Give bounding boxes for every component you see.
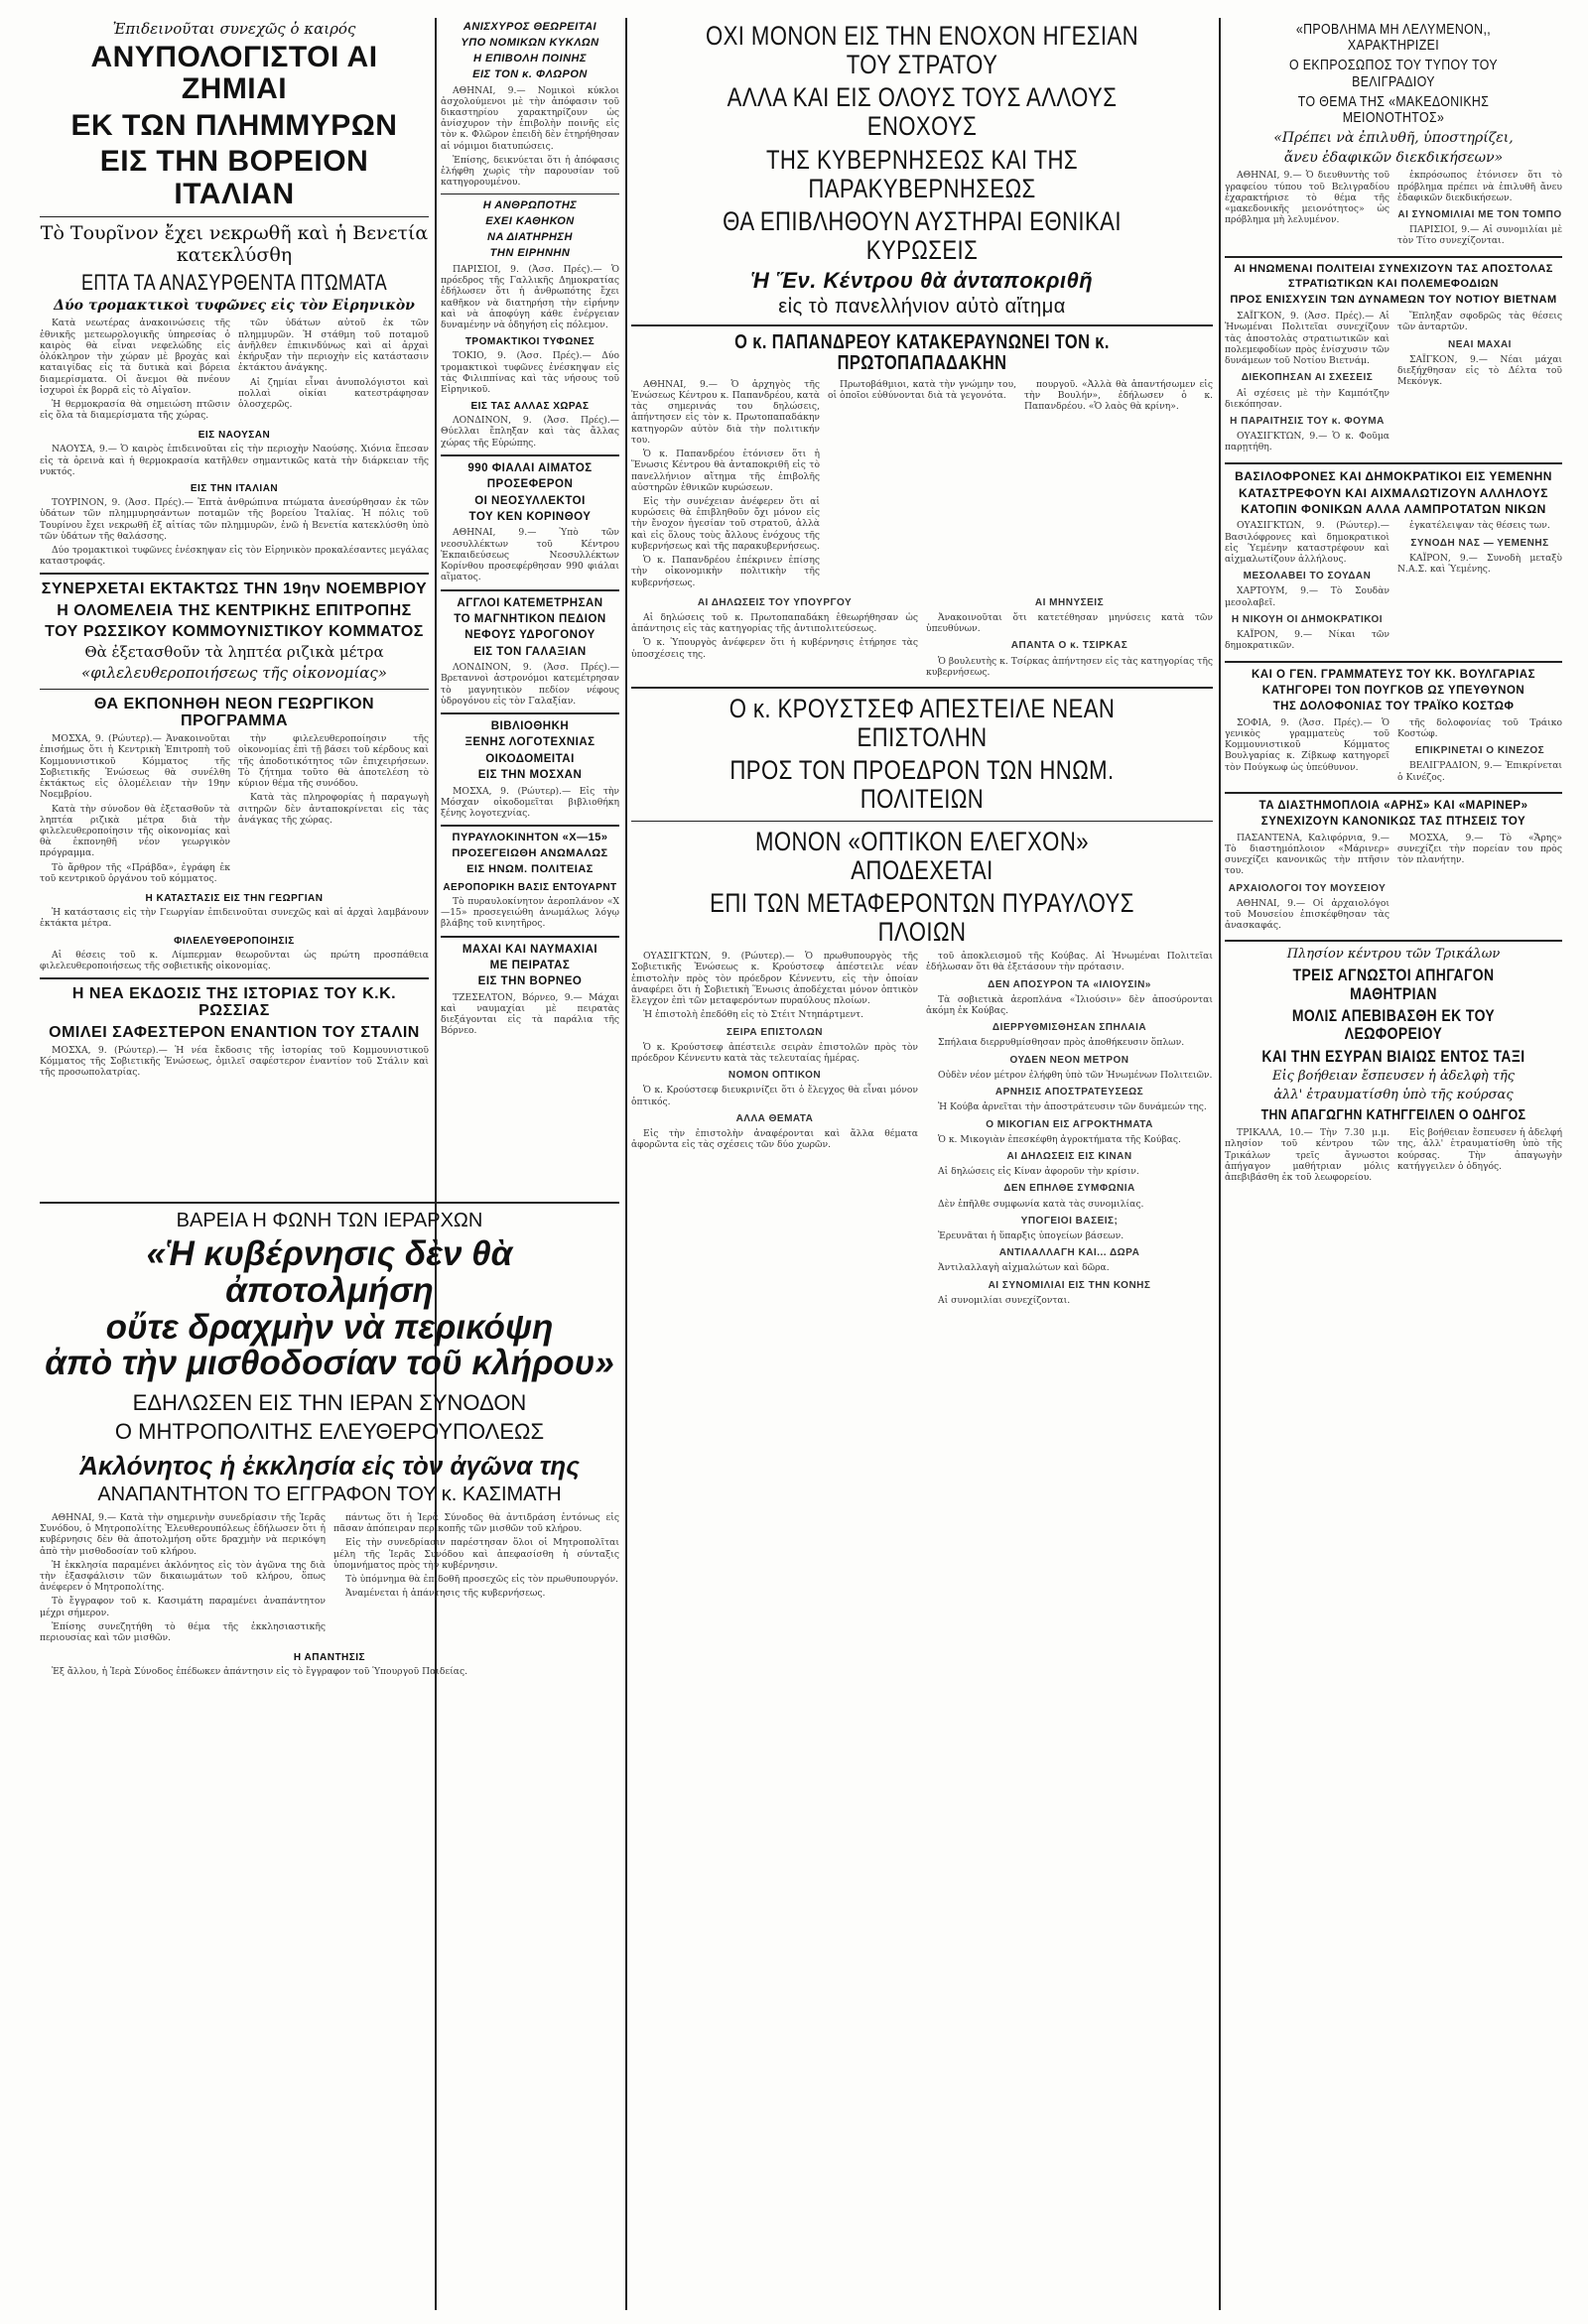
subheadline: Ο ΜΗΤΡΟΠΟΛΙΤΗΣ ΕΛΕΥΘΕΡΟΥΠΟΛΕΩΣ — [114, 1419, 545, 1445]
headline-line: ΚΑΙ ΤΗΝ ΕΣΥΡΑΝ ΒΙΑΙΩΣ ΕΝΤΟΣ ΤΑΞΙ — [1261, 1046, 1525, 1066]
headline-line: ΑΝΙΣΧΥΡΟΣ ΘΕΩΡΕΙΤΑΙ — [463, 21, 597, 33]
headline-line: Η ΟΛΟΜΕΛΕΙΑ ΤΗΣ ΚΕΝΤΡΙΚΗΣ ΕΠΙΤΡΟΠΗΣ — [57, 601, 412, 619]
subheadline: «Πρέπει νὰ ἐπιλυθῆ, ὑποστηρίζει, — [1273, 130, 1514, 147]
headline-line: ΕΠΙ ΤΩΝ ΜΕΤΑΦΕΡΟΝΤΩΝ ΠΥΡΑΥΛΟΥΣ ΠΛΟΙΩΝ — [710, 887, 1134, 948]
headline-line: ΤΗΝ ΕΙΡΗΝΗΝ — [489, 247, 571, 260]
section-dateline: ΤΡΟΜΑΚΤΙΚΟΙ ΤΥΦΩΝΕΣ — [464, 336, 596, 348]
headline-line: «Ἡ κυβέρνησις δὲν θὰ ἀποτολμήση — [146, 1234, 513, 1310]
section-dateline: ΑΡΝΗΣΙΣ ΑΠΟΣΤΡΑΤΕΥΣΕΩΣ — [994, 1087, 1144, 1098]
section-dateline: ΑΠΑΝΤΑ Ο κ. ΤΣΙΡΚΑΣ — [1010, 640, 1128, 652]
section-headline: ΘΑ ΕΚΠΟΝΗΘΗ ΝΕΟΝ ΓΕΩΡΓΙΚΟΝ ΠΡΟΓΡΑΜΜΑ — [93, 695, 375, 729]
section-dateline: ΑΕΡΟΠΟΡΙΚΗ ΒΑΣΙΣ ΕΝΤΟΥΑΡΝΤ — [443, 881, 617, 893]
headline-line: ΕΧΕΙ ΚΑΘΗΚΟΝ — [485, 215, 575, 228]
subheadline: ἀλλ' ἐτραυματίσθη ὑπὸ τῆς κούρσας — [1273, 1088, 1514, 1103]
column-rule — [1219, 18, 1221, 2310]
subheadline: εἰς τὸ πανελλήνιον αὐτὸ αἴτημα — [778, 296, 1066, 318]
section-dateline: ΣΥΝΟΔΗ ΝΑΣ — ΥΕΜΕΝΗΣ — [1410, 537, 1549, 549]
headline-line: Ο κ. ΚΡΟΥΣΤΣΕΦ ΑΠΕΣΤΕΙΛΕ ΝΕΑΝ ΕΠΙΣΤΟΛΗΝ — [728, 693, 1116, 753]
headline-line: ΕΙΣ ΤΗΝ ΒΟΡΕΙΟΝ ΙΤΑΛΙΑΝ — [99, 145, 369, 210]
subheadline: «φιλελευθεροποιήσεως τῆς οἰκονομίας» — [81, 664, 387, 683]
headline-line: ΚΑΤΗΓΟΡΕΙ ΤΟΝ ΠΟΥΓΚΟΒ ΩΣ ΥΠΕΥΘΥΝΟΝ — [1261, 684, 1525, 697]
banner-line: ΑΛΛΑ ΚΑΙ ΕΙΣ ΟΛΟΥΣ ΤΟΥΣ ΑΛΛΟΥΣ ΕΝΟΧΟΥΣ — [727, 82, 1118, 142]
section-dateline: ΑΙ ΣΥΝΟΜΙΛΙΑΙ ΜΕ ΤΟΝ ΤΟΜΠΟ — [1397, 208, 1562, 220]
headline-line: ΜΕ ΠΕΙΡΑΤΑΣ — [489, 960, 571, 971]
section-dateline: ΥΠΟΓΕΙΟΙ ΒΑΣΕΙΣ; — [1020, 1215, 1119, 1227]
banner-line: ΤΗΣ ΚΥΒΕΡΝΗΣΕΩΣ ΚΑΙ ΤΗΣ ΠΑΡΑΚΥΒΕΡΝΗΣΕΩΣ — [765, 144, 1079, 203]
headline-line: οὔτε δραχμὴν νὰ περικόψη — [105, 1307, 554, 1347]
column-1: Ἐπιδεινοῦται συνεχῶς ὁ καιρός ΑΝΥΠΟΛΟΓΙΣΤΟΙ ΑΙ ΖΗΜΙΑΙ ΕΚ ΤΩΝ ΠΛΗΜΜΥΡΩΝ ΕΙΣ ΤΗΝ ΒΟΡΕΙΟΝ ΙΤΑΛΙΑΝ Τὸ Τουρῖνον ἔχει νεκρωθῆ καὶ ἡ Βενετία κατεκλύσθη ΕΠΤΑ ΤΑ ΑΝΑΣΥΡΘΕΝΤΑ ΠΤΩΜΑΤΑ Δύο τρομακτικοὶ τυφῶνες εἰς τὸν Εἰρηνικὸν Κατὰ νεωτέρας ἀνακοινώσεις τῆς ἐθνικῆς μετεωρολογικῆς ὑπηρεσίας ὁ καιρὸς θὰ εἶναι νεφελώδης εἰς ὁλόκληρον τὴν χώραν μὲ βροχὰς καὶ καταιγίδας εἰς τὰ δυτικὰ καὶ βόρεια διαμερίσματα. Οἱ ἄνεμοι θὰ πνέουν ἰσχυροὶ ἐκ βορρᾶ εἰς τὸ Αἰγαῖον. Ἡ θερμοκρασία θὰ σημειώση πτῶσιν εἰς ὅλα τὰ διαμερίσματα τῆς χώρας. τῶν ὑδάτων αὐτοῦ ἐκ τῶν πλημμυρῶν. Ἡ στάθμη τοῦ ποταμοῦ ἀνῆλθεν ἐπικινδύνως καὶ αἱ ἀρχαὶ ἐκήρυξαν τὴν περιοχὴν εἰς κατάστασιν ἐκτάκτου ἀνάγκης. Αἱ ζημίαι εἶναι ἀνυπολόγιστοι καὶ πολλαὶ οἰκίαι κατεστράφησαν ὁλοσχερῶς. ΕΙΣ ΝΑΟΥΣΑΝ ΝΑΟΥΣΑ, 9.— Ὁ καιρὸς ἐπιδεινοῦται εἰς τὴν περιοχὴν Ναούσης. Χιόνια ἔπεσαν εἰς τὰ ὀρεινὰ καὶ ἡ θερμοκρασία κατῆλθεν σημαντικῶς κατὰ τὴν διάρκειαν τῆς νυκτός. ΕΙΣ ΤΗΝ ΙΤΑΛΙΑΝ ΤΟΥΡΙΝΟΝ, 9. (Ἀσσ. Πρές).— Ἐπτὰ ἀνθρώπινα πτώματα ἀνεσύρθησαν ἐκ τῶν ὑδάτων τῶν πλημμυρησάντων ποταμῶν τῆς βορείου Ἰταλίας. Ἡ πόλις τοῦ Τουρίνου ἔχει νεκρωθῆ ἐξ αἰτίας τῶν πλημμυρῶν, ἐνῶ ἡ Βενετία κατεκλύσθη ὑπὸ τῶν ὑδάτων τῆς θαλάσσης. Δύο τρομακτικοὶ τυφῶνες ἐνέσκηψαν εἰς τὸν Εἰρηνικὸν προκαλέσαντες μεγάλας καταστροφάς. ΣΥΝΕΡΧΕΤΑΙ ΕΚΤΑΚΤΩΣ ΤΗΝ 19ην ΝΟΕΜΒΡΙΟΥ Η ΟΛΟΜΕΛΕΙΑ ΤΗΣ ΚΕΝΤΡΙΚΗΣ ΕΠΙΤΡΟΠΗΣ ΤΟΥ ΡΩΣΣΙΚΟΥ ΚΟΜΜΟΥΝΙΣΤΙΚΟΥ ΚΟΜΜΑΤΟΣ Θὰ ἐξετασθοῦν τὰ ληπτέα ριζικὰ μέτρα «φιλελευθεροποιήσεως τῆς οἰκονομίας» ΘΑ ΕΚΠΟΝΗΘΗ ΝΕΟΝ ΓΕΩΡΓΙΚΟΝ ΠΡΟΓΡΑΜΜΑ ΜΟΣΧΑ, 9. (Ρώυτερ).— Ἀνακοινοῦται ἐπισήμως ὅτι ἡ Κεντρικὴ Ἐπιτροπὴ τοῦ Κομμουνιστικοῦ Κόμματος τῆς Σοβιετικῆς Ἑνώσεως θὰ συνέλθη ἐκτάκτως εἰς ὁλομέλειαν τὴν 19ην Νοεμβρίου. Κατὰ τὴν σύνοδον θὰ ἐξετασθοῦν τὰ ληπτέα ριζικὰ μέτρα διὰ τὴν φιλελευθεροποίησιν τῆς οἰκονομίας καὶ θὰ ἐκπονηθῆ νέον γεωργικὸν πρόγραμμα. Τὸ ἄρθρον τῆς «Πράβδα», ἐγράφη ἐκ τοῦ κεντρικοῦ ὀργάνου τοῦ κόμματος. τὴν φιλελευθεροποίησιν τῆς οἰκονομίας ἐπὶ τῇ βάσει τοῦ κέρδους καὶ τῆς ἀποδοτικότητος τῶν ἐπιχειρήσεων. Τὸ ζήτημα τοῦτο θὰ ἀποτελέση τὸ κύριον θέμα τῆς συνόδου. Κατὰ τὰς πληροφορίας ἡ παραγωγὴ σιτηρῶν δὲν ἀνταποκρίνεται εἰς τὰς ἀνάγκας τῆς χώρας. Η ΚΑΤΑΣΤΑΣΙΣ ΕΙΣ ΤΗΝ ΓΕΩΡΓΙΑΝ Ἡ κατάστασις εἰς τὴν Γεωργίαν ἐπιδεινοῦται συνεχῶς καὶ αἱ ἀρχαὶ λαμβάνουν ἐκτάκτα μέτρα. ΦΙΛΕΛΕΥΘΕΡΟΠΟΙΗΣΙΣ Αἱ θέσεις τοῦ κ. Λίμπερμαν θεωροῦνται ὡς πρώτη προσπάθεια φιλελευθεροποιήσεως τῆς σοβιετικῆς οἰκονομίας. Η ΝΕΑ ΕΚΔΟΣΙΣ ΤΗΣ ΙΣΤΟΡΙΑΣ ΤΟΥ Κ.Κ. ΡΩΣΣΙΑΣ ΟΜΙΛΕΙ ΣΑΦΕΣΤΕΡΟΝ ΕΝΑΝΤΙΟΝ ΤΟΥ ΣΤΑΛΙΝ ΜΟΣΧΑ, 9. (Ρώυτερ).— Ἡ νέα ἔκδοσις τῆς ἱστορίας τοῦ Κομμουνιστικοῦ Κόμματος τῆς Σοβιετικῆς Ἑνώσεως, ὁμιλεῖ σαφέστερον ἐναντίον τοῦ Στάλιν καὶ τῆς προσωπολατρίας. — [40, 20, 429, 1079]
headline-line: 990 ΦΙΑΛΑΙ ΑΙΜΑΤΟΣ — [467, 461, 593, 474]
kicker: ΒΑΡΕΙΑ Η ΦΩΝΗ ΤΩΝ ΙΕΡΑΡΧΩΝ — [176, 1210, 483, 1231]
section-dateline: Η ΠΑΡΑΙΤΗΣΙΣ ΤΟΥ κ. ΦΟΥΜΑ — [1230, 415, 1385, 427]
headline-line: ΜΟΛΙΣ ΑΠΕΒΙΒΑΣΘΗ ΕΚ ΤΟΥ ΛΕΩΦΟΡΕΙΟΥ — [1291, 1006, 1496, 1044]
headline-line: ΚΑΤΑΣΤΡΕΦΟΥΝ ΚΑΙ ΑΙΧΜΑΛΩΤΙΖΟΥΝ ΑΛΛΗΛΟΥΣ — [1239, 485, 1548, 500]
headline-line: ΟΙΚΟΔΟΜΕΙΤΑΙ — [485, 752, 575, 765]
headline-line: ΣΥΝΕΧΙΖΟΥΝ ΚΑΝΟΝΙΚΩΣ ΤΑΣ ΠΤΗΣΕΙΣ ΤΟΥ — [1260, 816, 1526, 829]
headline-line: Ο ΕΚΠΡΟΣΩΠΟΣ ΤΟΥ ΤΥΠΟΥ ΤΟΥ ΒΕΛΙΓΡΑΔΙΟΥ — [1288, 57, 1498, 90]
banner-line: ΘΑ ΕΠΙΒΛΗΘΟΥΝ ΑΥΣΤΗΡΑΙ ΕΘΝΙΚΑΙ ΚΥΡΩΣΕΙΣ — [723, 205, 1122, 266]
subheadline: Θὰ ἐξετασθοῦν τὰ ληπτέα ριζικὰ μέτρα — [84, 643, 384, 662]
section-dateline: ΜΕΣΟΛΑΒΕΙ ΤΟ ΣΟΥΔΑΝ — [1243, 571, 1372, 582]
headline-line: ΑΓΓΛΟΙ ΚΑΤΕΜΕΤΡΗΣΑΝ — [457, 596, 603, 609]
subheadline: Ἀκλόνητος ἡ ἐκκλησία εἰς τὸν ἀγῶνα της — [79, 1450, 580, 1481]
subheadline: ΑΝΑΠΑΝΤΗΤΟΝ ΤΟ ΕΓΓΡΑΦΟΝ ΤΟΥ κ. ΚΑΣΙΜΑΤΗ — [97, 1483, 562, 1505]
headline-line: ΑΙ ΗΝΩΜΕΝΑΙ ΠΟΛΙΤΕΙΑΙ ΣΥΝΕΧΙΖΟΥΝ ΤΑΣ ΑΠΟΣΤΟΛΑΣ — [1234, 262, 1553, 275]
headline-line: ΣΥΝΕΡΧΕΤΑΙ ΕΚΤΑΚΤΩΣ ΤΗΝ 19ην ΝΟΕΜΒΡΙΟΥ — [41, 581, 428, 598]
section-dateline: ΑΙ ΔΗΛΩΣΕΙΣ ΤΟΥ ΥΠΟΥΡΓΟΥ — [697, 596, 853, 608]
headline-line: ΞΕΝΗΣ ΛΟΓΟΤΕΧΝΙΑΣ — [464, 736, 596, 749]
headline-line: ΤΟΥ ΚΕΝ ΚΟΡΙΝΘΟΥ — [468, 511, 592, 524]
headline-line: ΟΙ ΝΕΟΣΥΛΛΕΚΤΟΙ — [474, 494, 586, 507]
subheadline: ΕΠΤΑ ΤΑ ΑΝΑΣΥΡΘΕΝΤΑ ΠΤΩΜΑΤΑ — [80, 269, 388, 295]
section-dateline: ΔΙΕΚΟΠΗΣΑΝ ΑΙ ΣΧΕΣΕΙΣ — [1241, 372, 1374, 384]
column-rule — [625, 18, 627, 2310]
headline-line: Η ΕΠΙΒΟΛΗ ΠΟΙΝΗΣ — [472, 52, 587, 65]
kicker: Ἐπιδεινοῦται συνεχῶς ὁ καιρός — [112, 20, 356, 38]
section-dateline: ΑΡΧΑΙΟΛΟΓΟΙ ΤΟΥ ΜΟΥΣΕΙΟΥ — [1228, 882, 1387, 894]
headline-line: «ΠΡΟΒΛΗΜΑ ΜΗ ΛΕΛΥΜΕΝΟΝ,, ΧΑΡΑΚΤΗΡΙΖΕΙ — [1295, 21, 1492, 55]
section-dateline: ΣΕΙΡΑ ΕΠΙΣΤΟΛΩΝ — [727, 1026, 823, 1038]
headline-line: ΚΑΤΟΠΙΝ ΦΟΝΙΚΩΝ ΑΛΛΑ ΛΑΜΠΡΟΤΑΤΩΝ ΝΙΚΩΝ — [1241, 502, 1546, 517]
headline-line: ΝΕΦΟΥΣ ΥΔΡΟΓΟΝΟΥ — [464, 629, 596, 642]
headline-line: ΟΜΙΛΕΙ ΣΑΦΕΣΤΕΡΟΝ ΕΝΑΝΤΙΟΝ ΤΟΥ ΣΤΑΛΙΝ — [49, 1023, 420, 1041]
section-dateline: Η ΝΙΚΟΥΗ ΟΙ ΔΗΜΟΚΡΑΤΙΚΟΙ — [1231, 613, 1384, 625]
headline-line: ΕΙΣ ΤΗΝ ΒΟΡΝΕΟ — [477, 975, 583, 988]
headline-line: ΠΡΟΣ ΤΟΝ ΠΡΟΕΔΡΟΝ ΤΩΝ ΗΝΩΜ. ΠΟΛΙΤΕΙΩΝ — [729, 755, 1115, 815]
headline-line: ΕΙΣ ΤΟΝ ΓΑΛΑΞΙΑΝ — [473, 645, 587, 658]
section-dateline: ΑΛΛΑ ΘΕΜΑΤΑ — [735, 1112, 814, 1124]
section-dateline: ΕΠΙΚΡΙΝΕΤΑΙ Ο ΚΙΝΕΖΟΣ — [1414, 745, 1545, 757]
headline-line: ΕΙΣ ΤΗΝ ΜΟΣΧΑΝ — [477, 769, 583, 782]
headline-line: ΜΟΝΟΝ «ΟΠΤΙΚΟΝ ΕΛΕΓΧΟΝ» ΑΠΟΔΕΧΕΤΑΙ — [755, 826, 1089, 885]
headline-line: ΕΙΣ ΤΟΝ κ. ΦΛΩΡΟΝ — [472, 67, 588, 80]
headline-line: ΒΑΣΙΛΟΦΡΟΝΕΣ ΚΑΙ ΔΗΜΟΚΡΑΤΙΚΟΙ ΕΙΣ ΥΕΜΕΝΗΝ — [1235, 468, 1552, 483]
section-headline: Ο κ. ΠΑΠΑΝΔΡΕΟΥ ΚΑΤΑΚΕΡΑΥΝΩΝΕΙ ΤΟΝ κ. ΠΡΩΤΟΠΑΠΑΔΑΚΗΝ — [734, 330, 1110, 375]
headline-line: ΠΡΟΣΕΦΕΡΟΝ — [486, 478, 574, 491]
headline-line: ΣΤΡΑΤΙΩΤΙΚΩΝ ΚΑΙ ΠΟΛΕΜΕΦΟΔΙΩΝ — [1288, 278, 1499, 291]
headline-line: ΠΡΟΣΕΓΕΙΩΘΗ ΑΝΩΜΑΛΩΣ — [452, 847, 608, 860]
section-dateline: ΑΙ ΣΥΝΟΜΙΛΙΑΙ ΕΙΣ ΤΗΝ ΚΟΝΗΣ — [988, 1279, 1151, 1291]
section-dateline: ΑΙ ΜΗΝΥΣΕΙΣ — [1034, 596, 1105, 608]
banner-line: ΟΧΙ ΜΟΝΟΝ ΕΙΣ ΤΗΝ ΕΝΟΧΟΝ ΗΓΕΣΙΑΝ ΤΟΥ ΣΤΡΑΤΟΥ — [705, 21, 1139, 80]
section-dateline: ΔΕΝ ΑΠΟΣΥΡΟΝ ΤΑ «ΙΛΙΟΥΣΙΝ» — [988, 978, 1151, 990]
section-dateline: ΔΙΕΡΡΥΘΜΙΣΘΗΣΑΝ ΣΠΗΛΑΙΑ — [992, 1022, 1147, 1034]
column-2: ΑΝΙΣΧΥΡΟΣ ΘΕΩΡΕΙΤΑΙ ΥΠΟ ΝΟΜΙΚΩΝ ΚΥΚΛΩΝ Η ΕΠΙΒΟΛΗ ΠΟΙΝΗΣ ΕΙΣ ΤΟΝ κ. ΦΛΩΡΟΝ ΑΘΗΝΑΙ, 9.— Νομικοὶ κύκλοι ἀσχολούμενοι μὲ τὴν ἀπόφασιν τοῦ δικαστηρίου χαρακτηρίζουν ὡς ἀνίσχυρον τὴν ἐπιβολὴν ποινῆς εἰς τὸν κ. Φλῶρον ἐπειδὴ δὲν ἐτηρήθησαν αἱ νόμιμοι διατυπώσεις. Ἐπίσης, δεικνύεται ὅτι ἡ ἀπόφασις ἐλήφθη χωρὶς τὴν παρουσίαν τοῦ κατηγορουμένου. Η ΑΝΘΡΩΠΟΤΗΣ ΕΧΕΙ ΚΑΘΗΚΟΝ ΝΑ ΔΙΑΤΗΡΗΣΗ ΤΗΝ ΕΙΡΗΝΗΝ ΠΑΡΙΣΙΟΙ, 9. (Ἀσσ. Πρές).— Ὁ πρόεδρος τῆς Γαλλικῆς Δημοκρατίας ἐδήλωσεν ὅτι ἡ ἀνθρωπότης ἔχει καθῆκον νὰ διατηρήση τὴν εἰρήνην καὶ νὰ ἀποφύγη κάθε ἐνέργειαν δυναμένην νὰ ὁδηγήση εἰς πόλεμον. ΤΡΟΜΑΚΤΙΚΟΙ ΤΥΦΩΝΕΣ ΤΟΚΙΟ, 9. (Ἀσσ. Πρές).— Δύο τρομακτικοὶ τυφῶνες ἐνέσκηψαν εἰς τὰς Φιλιππίνας καὶ τὰς νήσους τοῦ Εἰρηνικοῦ. ΕΙΣ ΤΑΣ ΑΛΛΑΣ ΧΩΡΑΣ ΛΟΝΔΙΝΟΝ, 9. (Ἀσσ. Πρές).— Θύελλαι ἔπληξαν καὶ τὰς ἄλλας χώρας τῆς Εὐρώπης. 990 ΦΙΑΛΑΙ ΑΙΜΑΤΟΣ ΠΡΟΣΕΦΕΡΟΝ ΟΙ ΝΕΟΣΥΛΛΕΚΤΟΙ ΤΟΥ ΚΕΝ ΚΟΡΙΝΘΟΥ ΑΘΗΝΑΙ, 9.— Ὑπὸ τῶν νεοσυλλέκτων τοῦ Κέντρου Ἐκπαιδεύσεως Νεοσυλλέκτων Κορίνθου προσεφέρθησαν 990 φιάλαι αἵματος. ΑΓΓΛΟΙ ΚΑΤΕΜΕΤΡΗΣΑΝ ΤΟ ΜΑΓΝΗΤΙΚΟΝ ΠΕΔΙΟΝ ΝΕΦΟΥΣ ΥΔΡΟΓΟΝΟΥ ΕΙΣ ΤΟΝ ΓΑΛΑΞΙΑΝ ΛΟΝΔΙΝΟΝ, 9. (Ἀσσ. Πρές).— Βρεταννοὶ ἀστρονόμοι κατεμέτρησαν τὸ μαγνητικὸν πεδίον νέφους ὑδρογόνου εἰς τὸν Γαλαξίαν. ΒΙΒΛΙΟΘΗΚΗ ΞΕΝΗΣ ΛΟΓΟΤΕΧΝΙΑΣ ΟΙΚΟΔΟΜΕΙΤΑΙ ΕΙΣ ΤΗΝ ΜΟΣΧΑΝ ΜΟΣΧΑ, 9. (Ρώυτερ).— Εἰς τὴν Μόσχαν οἰκοδομεῖται βιβλιοθήκη ξένης λογοτεχνίας. ΠΥΡΑΥΛΟΚΙΝΗΤΟΝ «Χ—15» ΠΡΟΣΕΓΕΙΩΘΗ ΑΝΩΜΑΛΩΣ ΕΙΣ ΗΝΩΜ. ΠΟΛΙΤΕΙΑΣ ΑΕΡΟΠΟΡΙΚΗ ΒΑΣΙΣ ΕΝΤΟΥΑΡΝΤ Τὸ πυραυλοκίνητον ἀεροπλάνον «Χ—15» προσεγειώθη ἀνωμάλως λόγῳ βλάβης τοῦ κινητῆρος. ΜΑΧΑΙ ΚΑΙ ΝΑΥΜΑΧΙΑΙ ΜΕ ΠΕΙΡΑΤΑΣ ΕΙΣ ΤΗΝ ΒΟΡΝΕΟ ΤΖΕΣΕΛΤΟΝ, Βόρνεο, 9.— Μάχαι καὶ ναυμαχίαι μὲ πειρατὰς διεξάγονται εἰς τὰ παράλια τῆς Βόρνεο. — [441, 21, 619, 1037]
section-headline: ΤΗΝ ΑΠΑΓΩΓΗΝ ΚΑΤΗΓΓΕΙΛΕΝ Ο ΟΔΗΓΟΣ — [1260, 1105, 1526, 1123]
section-dateline: Ο ΜΙΚΟΓΙΑΝ ΕΙΣ ΑΓΡΟΚΤΗΜΑΤΑ — [986, 1118, 1153, 1130]
headline-line: ΤΗΣ ΔΟΛΟΦΟΝΙΑΣ ΤΟΥ ΤΡΑΪΚΟ ΚΟΣΤΩΦ — [1272, 701, 1515, 713]
headline-line: ΤΟ ΘΕΜΑ ΤΗΣ «ΜΑΚΕΔΟΝΙΚΗΣ ΜΕΙΟΝΟΤΗΤΟΣ» — [1297, 92, 1490, 126]
subheadline: Τὸ Τουρῖνον ἔχει νεκρωθῆ καὶ ἡ Βενετία κατεκλύσθη — [40, 221, 429, 266]
section-dateline: ΝΕΑΙ ΜΑΧΑΙ — [1448, 338, 1512, 350]
section-dateline: ΕΙΣ ΝΑΟΥΣΑΝ — [198, 430, 271, 442]
section-dateline: Η ΚΑΤΑΣΤΑΣΙΣ ΕΙΣ ΤΗΝ ΓΕΩΡΓΙΑΝ — [145, 893, 324, 905]
columns-3-4: ΟΧΙ ΜΟΝΟΝ ΕΙΣ ΤΗΝ ΕΝΟΧΟΝ ΗΓΕΣΙΑΝ ΤΟΥ ΣΤΡΑΤΟΥ ΑΛΛΑ ΚΑΙ ΕΙΣ ΟΛΟΥΣ ΤΟΥΣ ΑΛΛΟΥΣ ΕΝΟΧΟΥΣ ΤΗΣ ΚΥΒΕΡΝΗΣΕΩΣ ΚΑΙ ΤΗΣ ΠΑΡΑΚΥΒΕΡΝΗΣΕΩΣ ΘΑ ΕΠΙΒΛΗΘΟΥΝ ΑΥΣΤΗΡΑΙ ΕΘΝΙΚΑΙ ΚΥΡΩΣΕΙΣ Ἡ Ἕν. Κέντρου θὰ ἀνταποκριθῆ εἰς τὸ πανελλήνιον αὐτὸ αἴτημα Ο κ. ΠΑΠΑΝΔΡΕΟΥ ΚΑΤΑΚΕΡΑΥΝΩΝΕΙ ΤΟΝ κ. ΠΡΩΤΟΠΑΠΑΔΑΚΗΝ ΑΘΗΝΑΙ, 9.— Ὁ ἀρχηγὸς τῆς Ἑνώσεως Κέντρου κ. Παπανδρέου, κατὰ τὰς σημερινάς του δηλώσεις, ἀπήντησεν εἰς τὸν κ. Πρωτοπαπαδάκην κατηγορῶν αὐτὸν διὰ τὴν πολιτικήν του. Ὁ κ. Παπανδρέου ἐτόνισεν ὅτι ἡ Ἕνωσις Κέντρου θὰ ἀνταποκριθῆ εἰς τὸ πανελλήνιον αἴτημα τῆς ἐπιβολῆς αὐστηρῶν ἐθνικῶν κυρώσεων. Εἰς τὴν συνέχειαν ἀνέφερεν ὅτι αἱ κυρώσεις θὰ ἐπιβληθοῦν ὄχι μόνον εἰς τὴν ἔνοχον ἡγεσίαν τοῦ στρατοῦ, ἀλλὰ καὶ εἰς ὅλους τοὺς ἄλλους ἐνόχους τῆς κυβερνήσεως καὶ τῆς παρακυβερνήσεως. Ὁ κ. Παπανδρέου ἐπέκρινεν ἐπίσης τὴν οἰκονομικὴν πολιτικὴν τῆς κυβερνήσεως. Πρωτοβάθμιοι, κατὰ τὴν γνώμην του, οἱ ὁποῖοι εὐθύνονται διὰ τὰ γεγονότα. πουργοῦ. «Ἀλλὰ θὰ ἀπαντήσωμεν εἰς τὴν Βουλήν», ἐδήλωσεν ὁ κ. Παπανδρέου. «Ὁ λαὸς θὰ κρίνη». ΑΙ ΔΗΛΩΣΕΙΣ ΤΟΥ ΥΠΟΥΡΓΟΥ Αἱ δηλώσεις τοῦ κ. Πρωτοπαπαδάκη ἐθεωρήθησαν ὡς ἀπάντησις εἰς τὰς κατηγορίας τῆς ἀντιπολιτεύσεως. Ὁ κ. Ὑπουργὸς ἀνέφερεν ὅτι ἡ κυβέρνησις ἐτήρησε τὰς ὑποσχέσεις της. ΑΙ ΜΗΝΥΣΕΙΣ Ἀνακοινοῦται ὅτι κατετέθησαν μηνύσεις κατὰ τῶν ὑπευθύνων. ΑΠΑΝΤΑ Ο κ. ΤΣΙΡΚΑΣ Ὁ βουλευτὴς κ. Τσίρκας ἀπήντησεν εἰς τὰς κατηγορίας τῆς κυβερνήσεως. Ο κ. ΚΡΟΥΣΤΣΕΦ ΑΠΕΣΤΕΙΛΕ ΝΕΑΝ ΕΠΙΣΤΟΛΗΝ ΠΡΟΣ ΤΟΝ ΠΡΟΕΔΡΟΝ ΤΩΝ ΗΝΩΜ. ΠΟΛΙΤΕΙΩΝ ΜΟΝΟΝ «ΟΠΤΙΚΟΝ ΕΛΕΓΧΟΝ» ΑΠΟΔΕΧΕΤΑΙ ΕΠΙ ΤΩΝ ΜΕΤΑΦΕΡΟΝΤΩΝ ΠΥΡΑΥΛΟΥΣ ΠΛΟΙΩΝ ΟΥΑΣΙΓΚΤΩΝ, 9. (Ρώυτερ).— Ὁ πρωθυπουργὸς τῆς Σοβιετικῆς Ἑνώσεως κ. Κρούστσεφ ἀπέστειλε νέαν ἐπιστολὴν πρὸς τὸν πρόεδρον Κέννεντυ, εἰς τὴν ὁποίαν ἀναφέρει ὅτι ἡ Σοβιετικὴ Ἕνωσις ἀποδέχεται μόνον ὀπτικὸν ἔλεγχον ἐπὶ τῶν μεταφερόντων πυραύλους πλοίων. Ἡ ἐπιστολὴ ἐπεδόθη εἰς τὸ Στέιτ Ντηπάρτμεντ. ΣΕΙΡΑ ΕΠΙΣΤΟΛΩΝ Ὁ κ. Κρούστσεφ ἀπέστειλε σειρὰν ἐπιστολῶν πρὸς τὸν πρόεδρον Κέννεντυ κατὰ τὰς τελευταίας ἡμέρας. ΝΟΜΟΝ ΟΠΤΙΚΟΝ Ὁ κ. Κρούστσεφ διευκρινίζει ὅτι ὁ ἔλεγχος θὰ εἶναι μόνον ὀπτικός. ΑΛΛΑ ΘΕΜΑΤΑ Εἰς τὴν ἐπιστολὴν ἀναφέρονται καὶ ἄλλα θέματα ἀφορῶντα εἰς τὰς σχέσεις τῶν δύο χωρῶν. τοῦ ἀποκλεισμοῦ τῆς Κούβας. Αἱ Ἡνωμέναι Πολιτεῖαι ἐδήλωσαν ὅτι θὰ ἐξετάσουν τὴν πρότασιν. ΔΕΝ ΑΠΟΣΥΡΟΝ ΤΑ «ΙΛΙΟΥΣΙΝ» Τὰ σοβιετικὰ ἀεροπλάνα «Ἰλιούσιν» δὲν ἀποσύρονται ἀκόμη ἐκ Κούβας. ΔΙΕΡΡΥΘΜΙΣΘΗΣΑΝ ΣΠΗΛΑΙΑ Σπήλαια διερρυθμίσθησαν πρὸς ἀποθήκευσιν ὅπλων. ΟΥΔΕΝ ΝΕΟΝ ΜΕΤΡΟΝ Οὐδὲν νέον μέτρον ἐλήφθη ὑπὸ τῶν Ἡνωμένων Πολιτειῶν. ΑΡΝΗΣΙΣ ΑΠΟΣΤΡΑΤΕΥΣΕΩΣ Ἡ Κούβα ἀρνεῖται τὴν ἀποστράτευσιν τῶν δυνάμεών της. Ο ΜΙΚΟΓΙΑΝ ΕΙΣ ΑΓΡΟΚΤΗΜΑΤΑ Ὁ κ. Μικογιὰν ἐπεσκέφθη ἀγροκτήματα τῆς Κούβας. ΑΙ ΔΗΛΩΣΕΙΣ ΕΙΣ ΚΙΝΑΝ Αἱ δηλώσεις εἰς Κίναν ἀφοροῦν τὴν κρίσιν. ΔΕΝ ΕΠΗΛΘΕ ΣΥΜΦΩΝΙΑ Δὲν ἐπῆλθε συμφωνία κατὰ τὰς συνομιλίας. ΥΠΟΓΕΙΟΙ ΒΑΣΕΙΣ; Ἐρευνᾶται ἡ ὕπαρξις ὑπογείων βάσεων. ΑΝΤΙΛΑΛΛΑΓΗ ΚΑΙ... ΔΩΡΑ Ἀντιλαλλαγὴ αἰχμαλώτων καὶ δῶρα. ΑΙ ΣΥΝΟΜΙΛΙΑΙ ΕΙΣ ΤΗΝ ΚΟΝΗΣ Αἱ συνομιλίαι συνεχίζονται. — [631, 21, 1213, 1306]
section-dateline: ΕΙΣ ΤΑΣ ΑΛΛΑΣ ΧΩΡΑΣ — [470, 401, 590, 413]
church-article: ΒΑΡΕΙΑ Η ΦΩΝΗ ΤΩΝ ΙΕΡΑΡΧΩΝ «Ἡ κυβέρνησις δὲν θὰ ἀποτολμήση οὔτε δραχμὴν νὰ περικόψη ἀπὸ τὴν μισθοδοσίαν τοῦ κλήρου» ΕΔΗΛΩΣΕΝ ΕΙΣ ΤΗΝ ΙΕΡΑΝ ΣΥΝΟΔΟΝ Ο ΜΗΤΡΟΠΟΛΙΤΗΣ ΕΛΕΥΘΕΡΟΥΠΟΛΕΩΣ Ἀκλόνητος ἡ ἐκκλησία εἰς τὸν ἀγῶνα της ΑΝΑΠΑΝΤΗΤΟΝ ΤΟ ΕΓΓΡΑΦΟΝ ΤΟΥ κ. ΚΑΣΙΜΑΤΗ ΑΘΗΝΑΙ, 9.— Κατὰ τὴν σημερινὴν συνεδρίασιν τῆς Ἱερᾶς Συνόδου, ὁ Μητροπολίτης Ἐλευθερουπόλεως ἐδήλωσεν ὅτι ἡ κυβέρνησις δὲν θὰ ἀποτολμήση οὔτε δραχμὴν νὰ περικόψη ἀπὸ τὴν μισθοδοσίαν τοῦ κλήρου. Ἡ ἐκκλησία παραμένει ἀκλόνητος εἰς τὸν ἀγῶνα της διὰ τὴν ἐξασφάλισιν τῶν δικαιωμάτων τοῦ κλήρου, ὅπως ἀνέφερεν ὁ Μητροπολίτης. Τὸ ἔγγραφον τοῦ κ. Κασιμάτη παραμένει ἀναπάντητον μέχρι σήμερον. Ἐπίσης συνεζητήθη τὸ θέμα τῆς ἐκκλησιαστικῆς περιουσίας καὶ τῶν μισθῶν. πάντως ὅτι ἡ Ἱερὰ Σύνοδος θὰ ἀντιδράση ἐντόνως εἰς πᾶσαν ἀπόπειραν περικοπῆς τῶν μισθῶν τοῦ κλήρου. Εἰς τὴν συνεδρίασιν παρέστησαν ὅλοι οἱ Μητροπολῖται μέλη τῆς Ἱερᾶς Συνόδου καὶ ἀπεφασίσθη ἡ σύνταξις ὑπομνήματος πρὸς τὴν κυβέρνησιν. Τὸ ὑπόμνημα θὰ ἐπιδοθῆ προσεχῶς εἰς τὸν πρωθυπουργόν. Ἀναμένεται ἡ ἀπάντησις τῆς κυβερνήσεως. Η ΑΠΑΝΤΗΣΙΣ Ἐξ ἄλλου, ἡ Ἱερὰ Σύνοδος ἐπέδωκεν ἀπάντησιν εἰς τὸ ἔγγραφον τοῦ Ὑπουργοῦ Παιδείας. — [40, 1196, 619, 2312]
subheadline: Ἡ Ἕν. Κέντρου θὰ ἀνταποκριθῆ — [750, 268, 1094, 294]
headline-line: ΝΑ ΔΙΑΤΗΡΗΣΗ — [487, 231, 573, 244]
subheadline: Εἰς βοήθειαν ἔσπευσεν ἡ ἀδελφὴ τῆς — [1271, 1069, 1516, 1085]
section-dateline: ΕΙΣ ΤΗΝ ΙΤΑΛΙΑΝ — [190, 483, 279, 495]
section-dateline: ΝΟΜΟΝ ΟΠΤΙΚΟΝ — [728, 1070, 822, 1082]
kicker: Πλησίον κέντρου τῶν Τρικάλων — [1286, 947, 1501, 963]
headline-line: ἀπὸ τὴν μισθοδοσίαν τοῦ κλήρου» — [45, 1344, 614, 1383]
subheadline: Δύο τρομακτικοὶ τυφῶνες εἰς τὸν Εἰρηνικὸν — [54, 298, 415, 315]
subheadline: ΕΔΗΛΩΣΕΝ ΕΙΣ ΤΗΝ ΙΕΡΑΝ ΣΥΝΟΔΟΝ — [132, 1390, 527, 1415]
headline-line: ΑΝΥΠΟΛΟΓΙΣΤΟΙ ΑΙ ΖΗΜΙΑΙ — [90, 41, 378, 106]
headline-line: ΤΟ ΜΑΓΝΗΤΙΚΟΝ ΠΕΔΙΟΝ — [454, 612, 606, 625]
section-dateline: ΑΝΤΙΛΑΛΛΑΓΗ ΚΑΙ... ΔΩΡΑ — [998, 1247, 1140, 1259]
section-dateline: ΦΙΛΕΛΕΥΘΕΡΟΠΟΙΗΣΙΣ — [174, 935, 295, 947]
headline-line: ΜΑΧΑΙ ΚΑΙ ΝΑΥΜΑΧΙΑΙ — [462, 943, 598, 956]
headline-line: ΠΡΟΣ ΕΝΙΣΧΥΣΙΝ ΤΩΝ ΔΥΝΑΜΕΩΝ ΤΟΥ ΝΟΤΙΟΥ ΒΙΕΤΝΑΜ — [1230, 294, 1557, 307]
section-dateline: ΔΕΝ ΕΠΗΛΘΕ ΣΥΜΦΩΝΙΑ — [1003, 1183, 1135, 1195]
headline-line: Η ΝΕΑ ΕΚΔΟΣΙΣ ΤΗΣ ΙΣΤΟΡΙΑΣ ΤΟΥ Κ.Κ. ΡΩΣΣΙΑΣ — [71, 984, 397, 1020]
headline-line: ΥΠΟ ΝΟΜΙΚΩΝ ΚΥΚΛΩΝ — [461, 36, 599, 49]
headline-line: ΤΑ ΔΙΑΣΤΗΜΟΠΛΟΙΑ «ΑΡΗΣ» ΚΑΙ «ΜΑΡΙΝΕΡ» — [1258, 799, 1528, 812]
headline-line: ΠΥΡΑΥΛΟΚΙΝΗΤΟΝ «Χ—15» — [452, 832, 608, 844]
headline-line: Η ΑΝΘΡΩΠΟΤΗΣ — [482, 199, 578, 212]
headline-line: ΕΚ ΤΩΝ ΠΛΗΜΜΥΡΩΝ — [70, 108, 398, 142]
headline-line: ΤΟΥ ΡΩΣΣΙΚΟΥ ΚΟΜΜΟΥΝΙΣΤΙΚΟΥ ΚΟΜΜΑΤΟΣ — [45, 622, 424, 640]
headline-line: ΕΙΣ ΗΝΩΜ. ΠΟΛΙΤΕΙΑΣ — [466, 863, 594, 876]
column-5: «ΠΡΟΒΛΗΜΑ ΜΗ ΛΕΛΥΜΕΝΟΝ,, ΧΑΡΑΚΤΗΡΙΖΕΙ Ο ΕΚΠΡΟΣΩΠΟΣ ΤΟΥ ΤΥΠΟΥ ΤΟΥ ΒΕΛΙΓΡΑΔΙΟΥ ΤΟ ΘΕΜΑ ΤΗΣ «ΜΑΚΕΔΟΝΙΚΗΣ ΜΕΙΟΝΟΤΗΤΟΣ» «Πρέπει νὰ ἐπιλυθῆ, ὑποστηρίζει, ἄνευ ἐδαφικῶν διεκδικήσεων» ΑΘΗΝΑΙ, 9.— Ὁ διευθυντὴς τοῦ γραφείου τύπου τοῦ Βελιγραδίου ἐχαρακτήρισε τὸ θέμα τῆς «μακεδονικῆς μειονότητος» ὡς πρόβλημα μὴ λελυμένον. ἐκπρόσωπος ἐτόνισεν ὅτι τὸ πρόβλημα πρέπει νὰ ἐπιλυθῆ ἄνευ ἐδαφικῶν διεκδικήσεων. ΑΙ ΣΥΝΟΜΙΛΙΑΙ ΜΕ ΤΟΝ ΤΟΜΠΟ ΠΑΡΙΣΙΟΙ, 9.— Αἱ συνομιλίαι μὲ τὸν Τίτο συνεχίζονται. ΑΙ ΗΝΩΜΕΝΑΙ ΠΟΛΙΤΕΙΑΙ ΣΥΝΕΧΙΖΟΥΝ ΤΑΣ ΑΠΟΣΤΟΛΑΣ ΣΤΡΑΤΙΩΤΙΚΩΝ ΚΑΙ ΠΟΛΕΜΕΦΟΔΙΩΝ ΠΡΟΣ ΕΝΙΣΧΥΣΙΝ ΤΩΝ ΔΥΝΑΜΕΩΝ ΤΟΥ ΝΟΤΙΟΥ ΒΙΕΤΝΑΜ ΣΑΪΓΚΟΝ, 9. (Ἀσσ. Πρές).— Αἱ Ἡνωμέναι Πολιτεῖαι συνεχίζουν τὰς ἀποστολὰς στρατιωτικῶν καὶ πολεμεφοδίων πρὸς ἐνίσχυσιν τῶν δυνάμεων τοῦ Νοτίου Βιετνάμ. ΔΙΕΚΟΠΗΣΑΝ ΑΙ ΣΧΕΣΕΙΣ Αἱ σχέσεις μὲ τὴν Καμπότζην διεκόπησαν. Η ΠΑΡΑΙΤΗΣΙΣ ΤΟΥ κ. ΦΟΥΜΑ ΟΥΑΣΙΓΚΤΩΝ, 9.— Ὁ κ. Φοῦμα παρῃτήθη. Ἔπληξαν σφοδρῶς τὰς θέσεις τῶν ἀνταρτῶν. ΝΕΑΙ ΜΑΧΑΙ ΣΑΪΓΚΟΝ, 9.— Νέαι μάχαι διεξήχθησαν εἰς τὸ Δέλτα τοῦ Μεκόνγκ. ΒΑΣΙΛΟΦΡΟΝΕΣ ΚΑΙ ΔΗΜΟΚΡΑΤΙΚΟΙ ΕΙΣ ΥΕΜΕΝΗΝ ΚΑΤΑΣΤΡΕΦΟΥΝ ΚΑΙ ΑΙΧΜΑΛΩΤΙΖΟΥΝ ΑΛΛΗΛΟΥΣ ΚΑΤΟΠΙΝ ΦΟΝΙΚΩΝ ΑΛΛΑ ΛΑΜΠΡΟΤΑΤΩΝ ΝΙΚΩΝ ΟΥΑΣΙΓΚΤΩΝ, 9. (Ρώυτερ).— Βασιλόφρονες καὶ δημοκρατικοὶ εἰς Ὑεμένην καταστρέφουν καὶ αἰχμαλωτίζουν ἀλλήλους. ΜΕΣΟΛΑΒΕΙ ΤΟ ΣΟΥΔΑΝ ΧΑΡΤΟΥΜ, 9.— Τὸ Σουδὰν μεσολαβεῖ. Η ΝΙΚΟΥΗ ΟΙ ΔΗΜΟΚΡΑΤΙΚΟΙ ΚΑΪΡΟΝ, 9.— Νίκαι τῶν δημοκρατικῶν. ἐγκατέλειψαν τὰς θέσεις των. ΣΥΝΟΔΗ ΝΑΣ — ΥΕΜΕΝΗΣ ΚΑΪΡΟΝ, 9.— Συνοδὴ μεταξὺ Ν.Α.Σ. καὶ Ὑεμένης. ΚΑΙ Ο ΓΕΝ. ΓΡΑΜΜΑΤΕΥΣ ΤΟΥ ΚΚ. ΒΟΥΛΓΑΡΙΑΣ ΚΑΤΗΓΟΡΕΙ ΤΟΝ ΠΟΥΓΚΟΒ ΩΣ ΥΠΕΥΘΥΝΟΝ ΤΗΣ ΔΟΛΟΦΟΝΙΑΣ ΤΟΥ ΤΡΑΪΚΟ ΚΟΣΤΩΦ ΣΟΦΙΑ, 9. (Ἀσσ. Πρές).— Ὁ γενικὸς γραμματεὺς τοῦ Κομμουνιστικοῦ Κόμματος Βουλγαρίας κ. Ζίβκωφ κατηγορεῖ τὸν Πούγκωφ ὡς ὑπεύθυνον. τῆς δολοφονίας τοῦ Τράικο Κοστώφ. ΕΠΙΚΡΙΝΕΤΑΙ Ο ΚΙΝΕΖΟΣ ΒΕΛΙΓΡΑΔΙΟΝ, 9.— Ἐπικρίνεται ὁ Κινέζος. ΤΑ ΔΙΑΣΤΗΜΟΠΛΟΙΑ «ΑΡΗΣ» ΚΑΙ «ΜΑΡΙΝΕΡ» ΣΥΝΕΧΙΖΟΥΝ ΚΑΝΟΝΙΚΩΣ ΤΑΣ ΠΤΗΣΕΙΣ ΤΟΥ ΠΑΣΑΝΤΕΝΑ, Καλιφόρνια, 9.— Τὸ διαστημόπλοιον «Μάρινερ» συνεχίζει κανονικῶς τὴν πτῆσιν του. ΑΡΧΑΙΟΛΟΓΟΙ ΤΟΥ ΜΟΥΣΕΙΟΥ ΑΘΗΝΑΙ, 9.— Οἱ ἀρχαιολόγοι τοῦ Μουσείου ἐπισκέφθησαν τὰς ἀνασκαφάς. ΜΟΣΧΑ, 9.— Τὸ «Ἄρης» συνεχίζει τὴν πορείαν του πρὸς τὸν πλανήτην. Πλησίον κέντρου τῶν Τρικάλων ΤΡΕΙΣ ΑΓΝΩΣΤΟΙ ΑΠΗΓΑΓΟΝ ΜΑΘΗΤΡΙΑΝ ΜΟΛΙΣ ΑΠΕΒΙΒΑΣΘΗ ΕΚ ΤΟΥ ΛΕΩΦΟΡΕΙΟΥ ΚΑΙ ΤΗΝ ΕΣΥΡΑΝ ΒΙΑΙΩΣ ΕΝΤΟΣ ΤΑΞΙ Εἰς βοήθειαν ἔσπευσεν ἡ ἀδελφὴ τῆς ἀλλ' ἐτραυματίσθη ὑπὸ τῆς κούρσας ΤΗΝ ΑΠΑΓΩΓΗΝ ΚΑΤΗΓΓΕΙΛΕΝ Ο ΟΔΗΓΟΣ ΤΡΙΚΑΛΑ, 10.— Τὴν 7.30 μ.μ. πλησίον τοῦ κέντρου τῶν Τρικάλων τρεῖς ἄγνωστοι ἀπήγαγον μαθήτριαν μόλις ἀπεβιβάσθη ἐκ τοῦ λεωφορείου. Εἰς βοήθειαν ἔσπευσεν ἡ ἀδελφή της, ἀλλ' ἐτραυματίσθη ὑπὸ τῆς κούρσας. Τὴν ἀπαγωγὴν κατήγγειλεν ὁ ὁδηγός. — [1225, 21, 1562, 1184]
subheadline: ἄνευ ἐδαφικῶν διεκδικήσεων» — [1283, 150, 1504, 167]
section-dateline: ΟΥΔΕΝ ΝΕΟΝ ΜΕΤΡΟΝ — [1009, 1054, 1129, 1066]
headline-line: ΚΑΙ Ο ΓΕΝ. ΓΡΑΜΜΑΤΕΥΣ ΤΟΥ ΚΚ. ΒΟΥΛΓΑΡΙΑΣ — [1252, 668, 1535, 681]
section-dateline: ΑΙ ΔΗΛΩΣΕΙΣ ΕΙΣ ΚΙΝΑΝ — [1006, 1150, 1132, 1162]
section-dateline: Η ΑΠΑΝΤΗΣΙΣ — [293, 1652, 366, 1664]
headline-line: ΒΙΒΛΙΟΘΗΚΗ — [490, 720, 570, 733]
headline-line: ΤΡΕΙΣ ΑΓΝΩΣΤΟΙ ΑΠΗΓΑΓΟΝ ΜΑΘΗΤΡΙΑΝ — [1292, 966, 1495, 1003]
